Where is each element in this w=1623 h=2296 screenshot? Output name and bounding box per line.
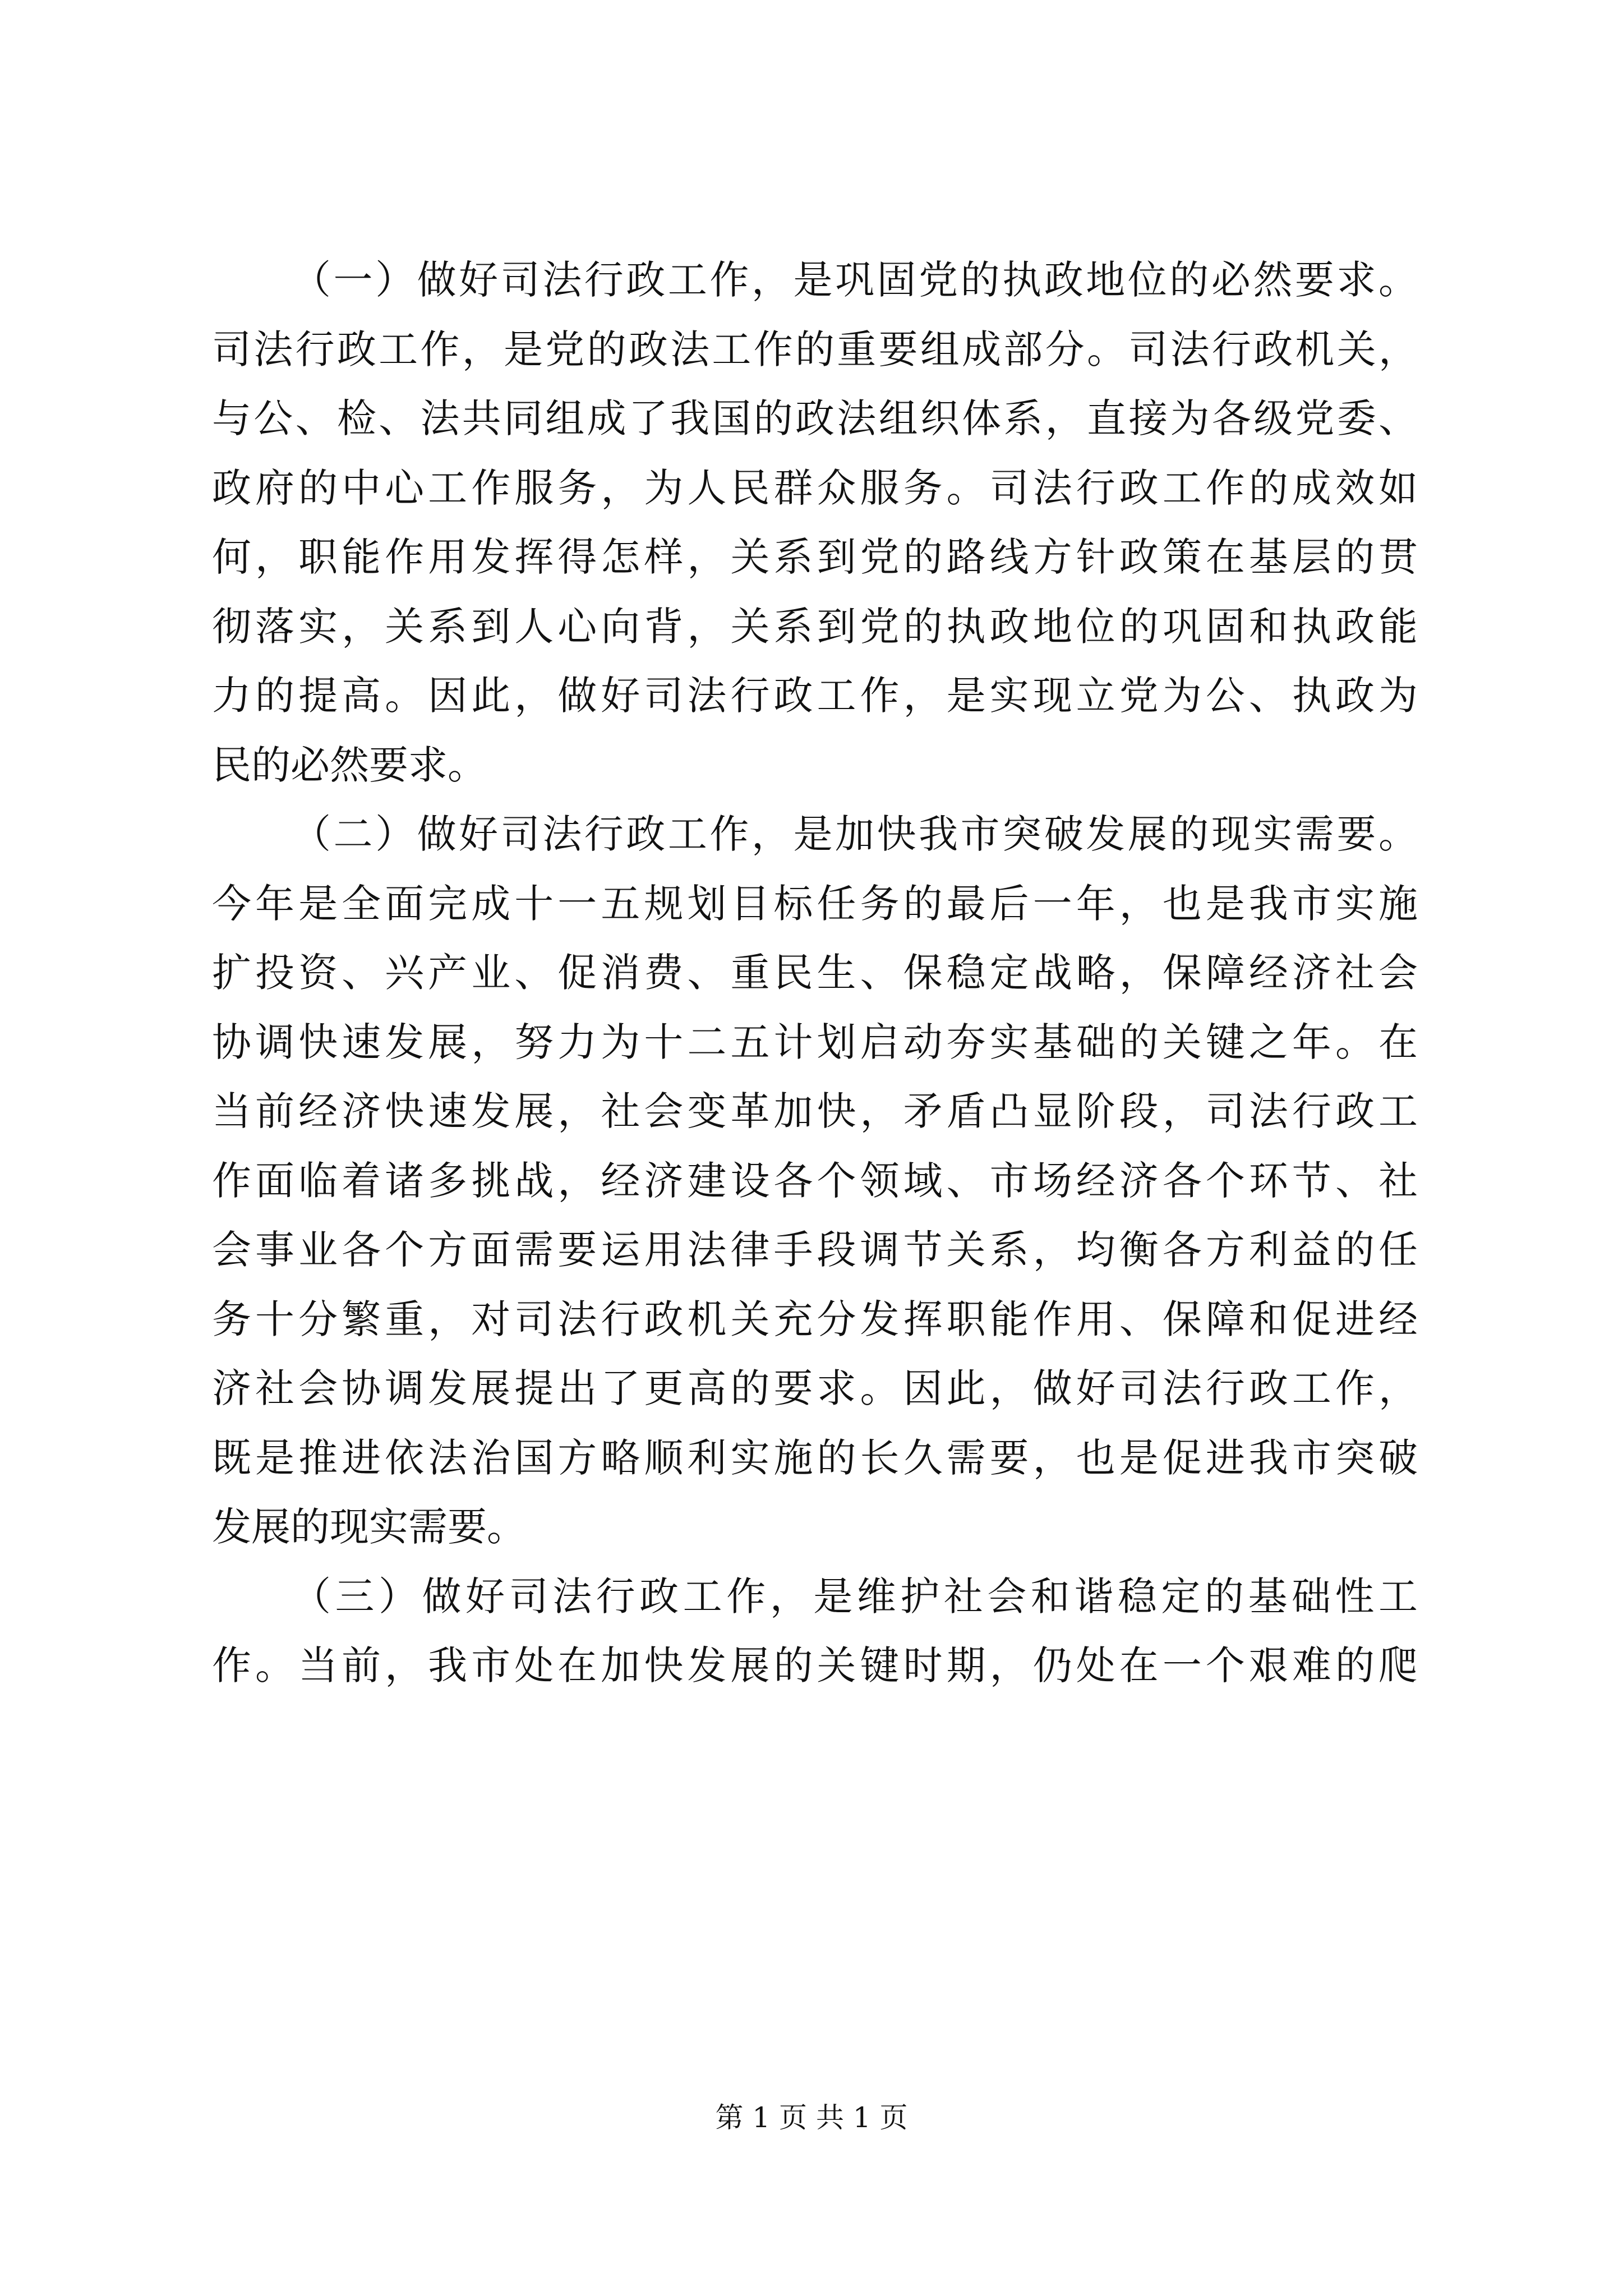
paragraph-2-line-4: 协调快速发展，努力为十二五计划启动夯实基础的关键之年。在 — [212, 1019, 1418, 1065]
paragraph-1-line-6: 彻落实，关系到人心向背，关系到党的执政地位的巩固和执政能 — [212, 603, 1418, 650]
paragraph-2-line-6: 作面临着诸多挑战，经济建设各个领域、市场经济各个环节、社 — [212, 1157, 1418, 1204]
paragraph-2-line-9: 济社会协调发展提出了更高的要求。因此，做好司法行政工作， — [212, 1365, 1418, 1411]
paragraph-1-line-4: 政府的中心工作服务，为人民群众服务。司法行政工作的成效如 — [212, 464, 1418, 511]
page-footer — [0, 2098, 1623, 2137]
paragraph-2-line-7: 会事业各个方面需要运用法律手段调节关系，均衡各方利益的任 — [212, 1227, 1418, 1273]
page-number: 第 1 页 共 1 页 — [715, 2101, 908, 2134]
paragraph-2-line-5: 当前经济快速发展，社会变革加快，矛盾凸显阶段，司法行政工 — [212, 1088, 1418, 1134]
paragraph-2-line-10: 既是推进依法治国方略顺利实施的长久需要，也是促进我市突破 — [212, 1434, 1418, 1481]
paragraph-1-line-5: 何，职能作用发挥得怎样，关系到党的路线方针政策在基层的贯 — [212, 534, 1418, 580]
paragraph-1-line-3: 与公、检、法共同组成了我国的政法组织体系，直接为各级党委、 — [212, 395, 1418, 441]
paragraph-2-line-3: 扩投资、兴产业、促消费、重民生、保稳定战略，保障经济社会 — [212, 950, 1418, 996]
paragraph-2-line-11: 发展的现实需要。 — [212, 1504, 526, 1550]
paragraph-2-line-2: 今年是全面完成十一五规划目标任务的最后一年，也是我市实施 — [212, 880, 1418, 927]
paragraph-3-line-1: （三）做好司法行政工作，是维护社会和谐稳定的基础性工 — [292, 1573, 1418, 1619]
paragraph-1-line-8: 民的必然要求。 — [212, 742, 487, 788]
paragraph-1-line-2: 司法行政工作，是党的政法工作的重要组成部分。司法行政机关， — [212, 326, 1418, 372]
paragraph-3-line-2: 作。当前，我市处在加快发展的关键时期，仍处在一个艰难的爬 — [212, 1642, 1418, 1688]
paragraph-1-line-7: 力的提高。因此，做好司法行政工作，是实现立党为公、执政为 — [212, 673, 1418, 719]
paragraph-2-line-1: （二）做好司法行政工作，是加快我市突破发展的现实需要。 — [292, 811, 1418, 857]
paragraph-1-line-1: （一）做好司法行政工作，是巩固党的执政地位的必然要求。 — [292, 257, 1418, 303]
body-text — [212, 246, 1418, 1701]
paragraph-2-line-8: 务十分繁重，对司法行政机关充分发挥职能作用、保障和促进经 — [212, 1296, 1418, 1342]
